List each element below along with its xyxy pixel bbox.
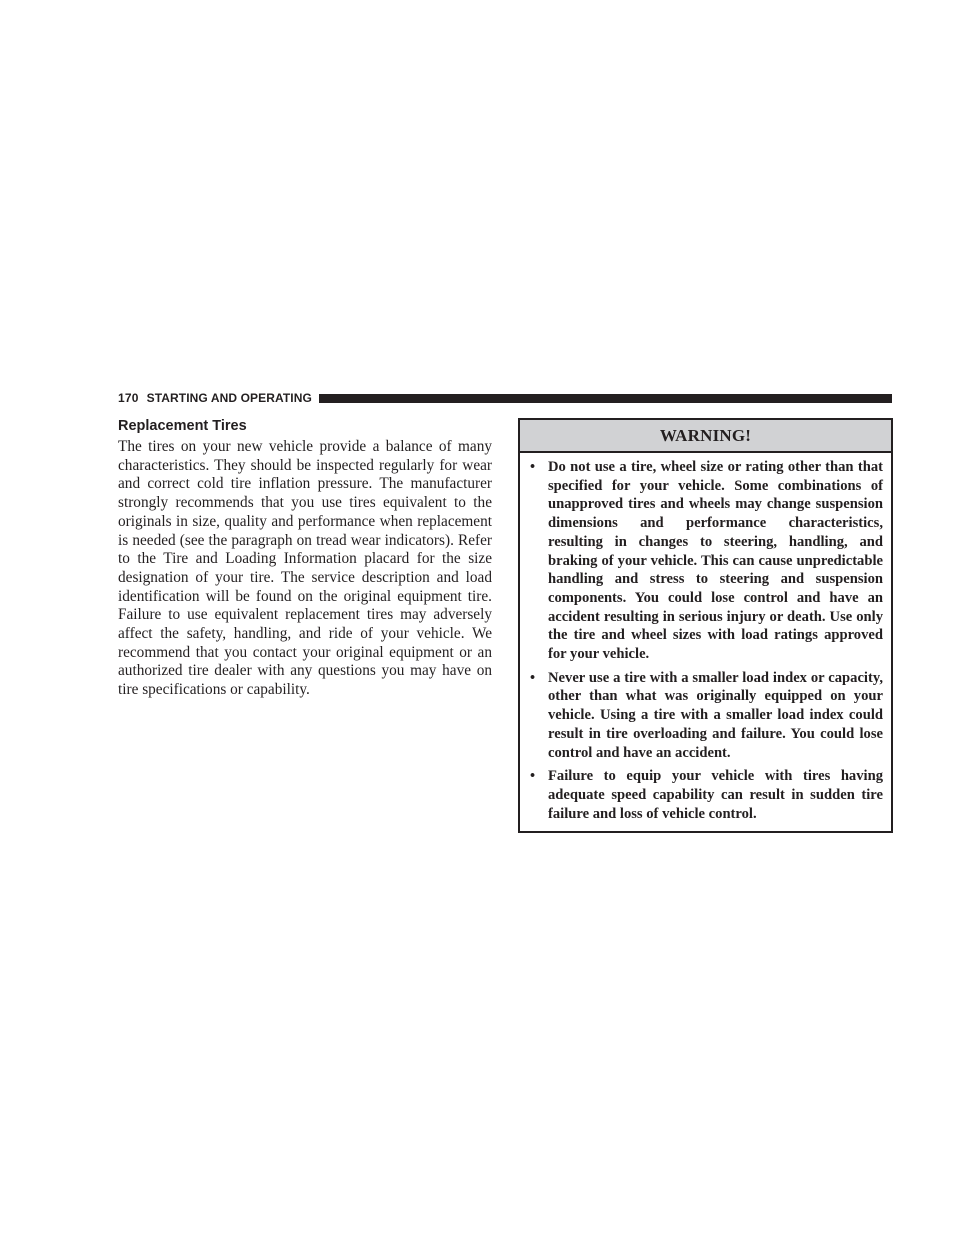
warning-item-text: Do not use a tire, wheel size or rating other than that specified for your vehicle. Some combinations of unapproved tires and wheels may change suspension dimensions and performance characteristics, resulting in changes to steering, handling, and braking of your vehicle. This can cause unpredictable handling and stress to steering and suspension components. You could lose control and have an accident resulting in serious injury or death. Use only the tire and wheel sizes with load ratings approved for your vehicle. [548,459,883,663]
warning-item-text: Never use a tire with a smaller load index or capacity, other than what was originally equipped on your vehicle. Using a tire with a smaller load index could result in tire overloading and failure. You could lose control and have an accident. [548,669,883,761]
section-title: STARTING AND OPERATING [146,391,312,405]
replacement-tires-paragraph: The tires on your new vehicle provide a balance of many characteristics. They should be inspected regularly for wear and correct cold tire inflation pressure. The manufacturer strongly recommends that you use tires equivalent to the originals in size, quality and performance when replacement is needed (see the paragraph on tread wear indicators). Refer to the Tire and Loading Information placard for the size designation of your tire. The service description and load identification will be found on the original equipment tire. Failure to use equivalent replacement tires may adversely affect the safety, handling, and ride of your vehicle. We recommend that you contact your original equipment or an authorized tire dealer with any questions you may have on tire specifications or capability. [118,438,492,699]
bullet-icon: • [530,768,536,785]
warning-item [528,458,883,664]
warning-item [528,669,883,763]
page-number: 170 [118,391,139,405]
warning-box [518,418,893,833]
warning-item [528,767,883,823]
bullet-icon: • [530,669,536,686]
replacement-tires-heading: Replacement Tires [118,418,247,434]
bullet-icon: • [530,459,536,475]
header-rule [319,394,892,403]
left-column [118,417,492,700]
page-header [118,389,892,407]
warning-header [520,420,891,453]
warning-list [520,453,891,823]
warning-title: WARNING! [659,425,752,445]
warning-item-text: Failure to equip your vehicle with tires having adequate speed capability can result in sudden tire failure and loss of vehicle control. [548,768,883,822]
